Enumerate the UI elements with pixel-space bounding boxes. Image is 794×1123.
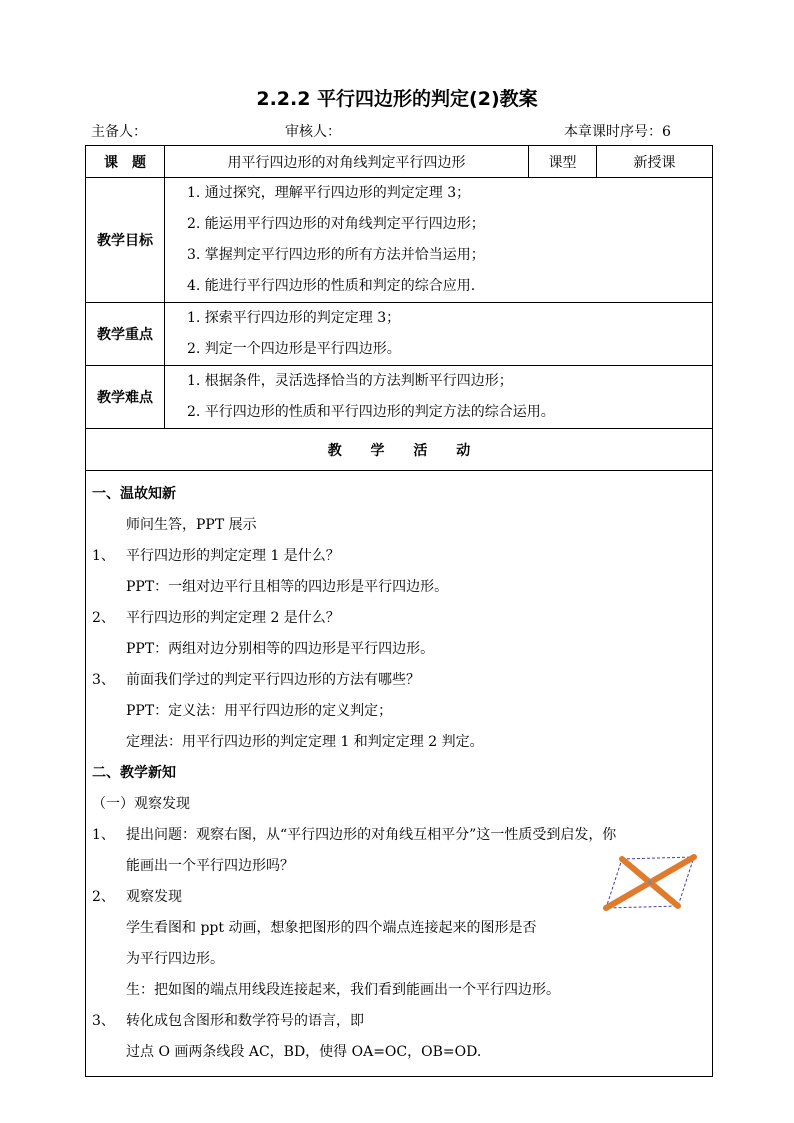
section-review-title: 一、温故知新 bbox=[92, 486, 176, 502]
document-title: 2.2.2 平行四边形的判定(2)教案 bbox=[256, 88, 538, 110]
difficulties-list bbox=[165, 366, 713, 429]
parallelogram-diagonals-figure bbox=[602, 854, 698, 914]
question-number: 3、 bbox=[92, 672, 115, 688]
key-point-item: 2. 判定一个四边形是平行四边形。 bbox=[187, 341, 401, 357]
goal-item: 2. 能运用平行四边形的对角线判定平行四边形； bbox=[187, 216, 485, 232]
question-text: 平行四边形的判定定理 1 是什么？ bbox=[126, 548, 340, 564]
difficulty-item: 1. 根据条件，灵活选择恰当的方法判断平行四边形； bbox=[187, 373, 513, 389]
answer-text: 定理法：用平行四边形的判定定理 1 和判定定理 2 判定。 bbox=[126, 734, 484, 750]
lesson-plan-table bbox=[85, 145, 713, 1077]
reviewer-label: 审核人： bbox=[285, 124, 341, 140]
step-number: 3、 bbox=[92, 1013, 115, 1029]
goal-item: 4. 能进行平行四边形的性质和判定的综合应用. bbox=[187, 278, 476, 294]
section-new-title: 二、教学新知 bbox=[92, 765, 176, 781]
type-label: 课型 bbox=[529, 146, 597, 178]
activity-content bbox=[86, 471, 713, 1077]
step-text: 过点 O 画两条线段 AC，BD，使得 OA=OC，OB=OD. bbox=[126, 1044, 482, 1060]
lesson-number: 本章课时序号：6 bbox=[564, 124, 671, 140]
step-text: 转化成包含图形和数学符号的语言，即 bbox=[126, 1013, 364, 1029]
review-intro: 师问生答，PPT 展示 bbox=[126, 517, 257, 533]
key-points-list bbox=[165, 303, 713, 366]
answer-text: PPT：定义法：用平行四边形的定义判定； bbox=[126, 703, 393, 719]
question-text: 平行四边形的判定定理 2 是什么？ bbox=[126, 610, 340, 626]
goals-label: 教学目标 bbox=[86, 178, 165, 303]
preparer-label: 主备人： bbox=[91, 124, 147, 140]
goals-list bbox=[165, 178, 713, 303]
answer-text: PPT：两组对边分别相等的四边形是平行四边形。 bbox=[126, 641, 435, 657]
key-point-item: 1. 探索平行四边形的判定定理 3； bbox=[187, 310, 401, 326]
step-text: 观察发现 bbox=[126, 889, 182, 905]
difficulties-label: 教学难点 bbox=[86, 366, 165, 429]
goal-item: 3. 掌握判定平行四边形的所有方法并恰当运用； bbox=[187, 247, 485, 263]
goal-item: 1. 通过探究，理解平行四边形的判定定理 3； bbox=[187, 185, 471, 201]
step-text: 能画出一个平行四边形吗？ bbox=[126, 858, 294, 874]
question-number: 2、 bbox=[92, 610, 115, 626]
step-number: 2、 bbox=[92, 889, 115, 905]
answer-text: PPT：一组对边平行且相等的四边形是平行四边形。 bbox=[126, 579, 449, 595]
center-point bbox=[648, 880, 652, 884]
step-text: 为平行四边形。 bbox=[126, 951, 224, 967]
question-text: 前面我们学过的判定平行四边形的方法有哪些？ bbox=[126, 672, 420, 688]
activity-heading: 教 学 活 动 bbox=[86, 429, 713, 471]
step-number: 1、 bbox=[92, 827, 115, 843]
subsection-title: （一）观察发现 bbox=[92, 796, 190, 812]
topic-label: 课 题 bbox=[86, 146, 165, 178]
step-text: 提出问题：观察右图，从“平行四边形的对角线互相平分”这一性质受到启发，你 bbox=[126, 827, 617, 843]
topic-value: 用平行四边形的对角线判定平行四边形 bbox=[165, 146, 529, 178]
type-value: 新授课 bbox=[597, 146, 713, 178]
step-text: 学生看图和 ppt 动画，想象把图形的四个端点连接起来的图形是否 bbox=[126, 920, 537, 936]
step-text: 生：把如图的端点用线段连接起来，我们看到能画出一个平行四边形。 bbox=[126, 982, 560, 998]
question-number: 1、 bbox=[92, 548, 115, 564]
key-points-label: 教学重点 bbox=[86, 303, 165, 366]
difficulty-item: 2. 平行四边形的性质和平行四边形的判定方法的综合运用。 bbox=[187, 404, 555, 420]
